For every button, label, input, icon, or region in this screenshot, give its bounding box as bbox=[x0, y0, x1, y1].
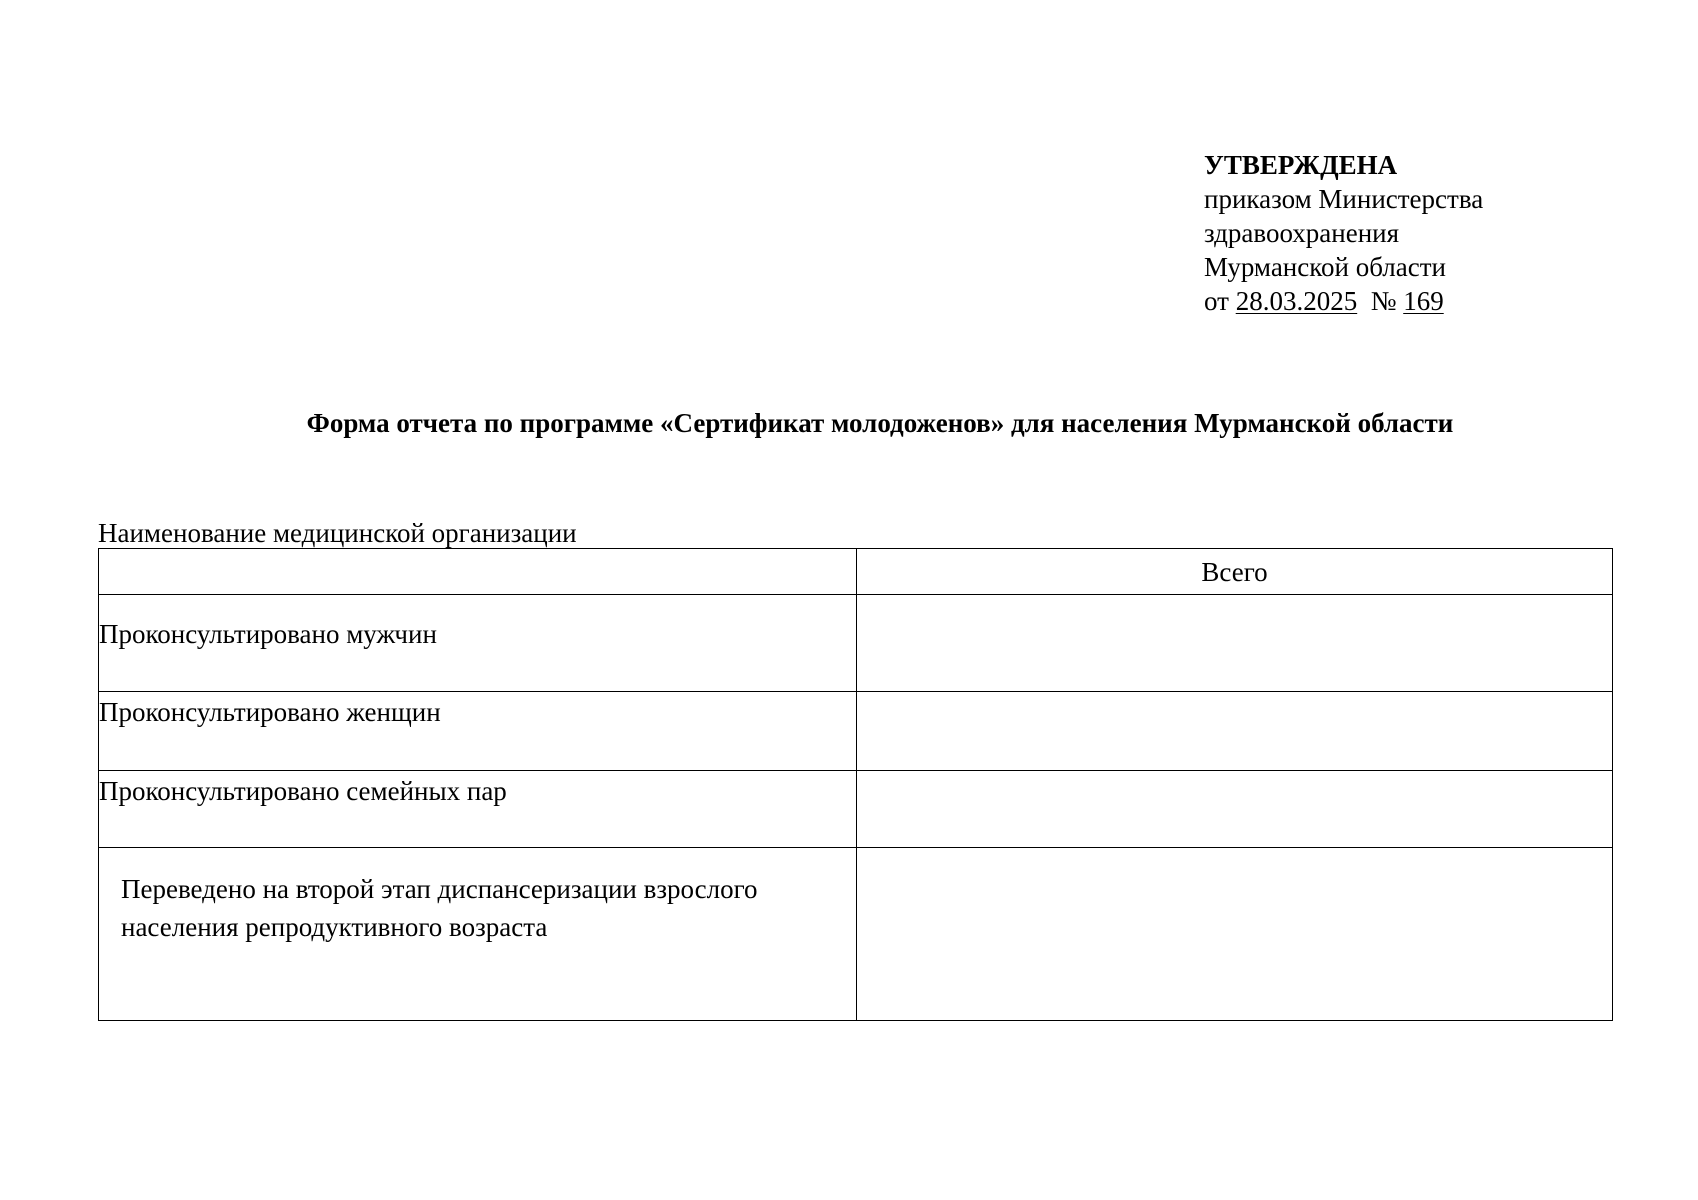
approval-number-prefix: № bbox=[1370, 286, 1404, 316]
approval-date-line bbox=[1204, 284, 1483, 318]
row-label-couples: Проконсультировано семейных пар bbox=[99, 771, 857, 848]
row-value-men bbox=[857, 595, 1613, 692]
report-table bbox=[98, 548, 1613, 1021]
approval-line-2: здравоохранения bbox=[1204, 218, 1400, 248]
document-title: Форма отчета по программе «Сертификат молодоженов» для населения Мурманской области bbox=[306, 408, 1454, 438]
approval-number: 169 bbox=[1403, 286, 1444, 316]
organization-label: Наименование медицинской организации bbox=[98, 518, 577, 548]
table-row bbox=[99, 771, 1613, 848]
row-label-second-stage: Переведено на второй этап диспансеризации взрослого населения репродуктивного возраста bbox=[99, 848, 857, 1021]
row-label-women: Проконсультировано женщин bbox=[99, 692, 857, 771]
header-cell-label bbox=[99, 549, 857, 595]
header-cell-total: Всего bbox=[857, 549, 1613, 595]
table-header-row bbox=[99, 549, 1613, 595]
row-label-men: Проконсультировано мужчин bbox=[99, 595, 857, 692]
row-value-couples bbox=[857, 771, 1613, 848]
table-row bbox=[99, 692, 1613, 771]
approval-block bbox=[1204, 148, 1483, 318]
approval-line-3: Мурманской области bbox=[1204, 252, 1446, 282]
row-value-women bbox=[857, 692, 1613, 771]
approval-date: 28.03.2025 bbox=[1235, 286, 1358, 316]
approval-line-1: приказом Министерства bbox=[1204, 184, 1484, 214]
approval-date-prefix: от bbox=[1204, 286, 1236, 316]
row-value-second-stage bbox=[857, 848, 1613, 1021]
table-row bbox=[99, 595, 1613, 692]
approval-title: УТВЕРЖДЕНА bbox=[1204, 150, 1398, 180]
table-row bbox=[99, 848, 1613, 1021]
